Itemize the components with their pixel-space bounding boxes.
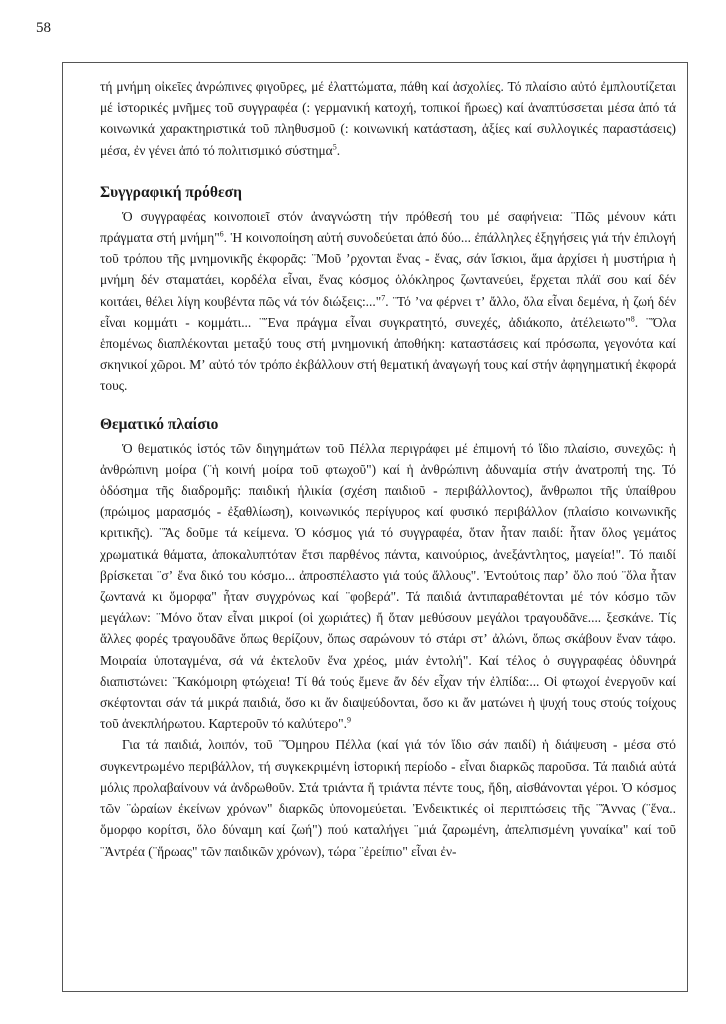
footnote-marker: 6: [219, 229, 224, 239]
footnote-marker: 7: [381, 293, 386, 303]
intro-paragraph: [100, 76, 676, 161]
section2-paragraph-1: [100, 438, 676, 735]
section-heading-authorial-intent: Συγγραφική πρόθεση: [100, 183, 242, 201]
footnote-marker: 5: [332, 142, 337, 152]
section-heading-thematic-frame: Θεματικό πλαίσιο: [100, 415, 219, 433]
footnote-marker: 8: [630, 314, 635, 324]
footnote-marker: 9: [346, 715, 351, 725]
section1-paragraph: [100, 206, 676, 397]
intro-text: τή μνήμη οἰκεῖες ἀνρώπινες φιγοῦρες, μέ ἐλαττώματα, πάθη καί ἀσχολίες. Τό πλαίσιο αὐτό ἐμπλουτίζεται μέ ἱστορικές μνῆμες τοῦ συγγραφέα (: γερμανική κατοχή, τοπικοί ἥρωες) καί ἀναπτύσσεται μέσα ἀπό τά κοινωνικά χαρακτηριστικά τοῦ πληθυσμοῦ (: κοινωνική κατάσταση, ἀξίες καί συλλογικές παραστάσεις) μέσα, ἐν γένει ἀπό τό πολιτισμικό σύστημα: [100, 79, 676, 158]
intro-end: .: [336, 142, 341, 158]
section1-text-2: . Ἡ κοινοποίηση αὐτή συνοδεύεται ἀπό δύο... ἐπάλληλες ἐξηγήσεις γιά τήν ἐπιλογή τοῦ τρόπου τῆς μνημονικῆς ἐκφορᾶς: ¨Μοῦ ʼρχονται ἕνας - ἕνας, σάν ἴσκιοι, ἅμα ἀρχίσει ἡ μυστήρια ἡ μνήμη δέν σταματάει, κορδέλα εἶναι, ἕνας κόσμος ὁλόκληρος ζωντανεύει, ἔρχεται πλάϊ σου καί δέν κοιτάει, θέλει λίγη κουβέντα πῶς νά τόν διώξεις:...": [100, 230, 676, 309]
section1-text-3: . ¨Τό ʼνα φέρνει τʼ ἄλλο, ὅλα εἶναι δεμένα, ἡ ζωή δέν εἶναι κομμάτι - κομμάτι... ¨Ἕνα πράγμα εἶναι συγκρατητό, συνεχές, ἀδιάκοπο, ἀτέλειωτο": [100, 293, 676, 330]
section2-text-1: Ὁ θεματικός ἱστός τῶν διηγημάτων τοῦ Πέλλα περιγράφει μέ ἐπιμονή τό ἴδιο πλαίσιο, συνεχῶς: ἡ ἀνθρώπινη μοίρα (¨ἡ κοινή μοίρα τοῦ φτωχοῦ") καί ἡ ἀνθρώπινη ἀδυναμία στήν ἀνατροπή της. Τό ὁδόσημα τῆς διαδρομῆς: παιδική ἡλικία (σχέση παιδιοῦ - περιβάλλοντος), ἄνθρωποι τῆς ὑπαίθρου (πρώιμος μαρασμός - ἐξαθλίωση), κοινωνικός περίγυρος καί φυσικό περιβάλλον (πλαίσιο κοινωνικῆς κριτικῆς). ¨Ἂς δοῦμε τά κείμενα. Ὁ κόσμος γιά τό συγγραφέα, ὅταν ἦταν παιδί: ἦταν ὅλος γεμάτος χρωματικά θάματα, ἀποκαλυπτόταν ἔτσι παρθένος πάντα, καινούριος, ἀνεξάντλητος, μαγεία!". Τό παιδί βρίσκεται ¨σʼ ἕνα δικό του κόσμο... ἀπροσπέλαστο γιά τούς ἄλλους". Ἐντούτοις παρʼ ὅλο πού ¨ὅλα ἦταν ζωντανά κι ὅμορφα" ἦταν συγχρόνως καί ¨φοβερά". Τά παιδιά ἀντιπαραθέτονται μέ τόν κόσμο τῶν μεγάλων: ¨Μόνο ὅταν εἶναι μικροί (οἱ χωριάτες) ἤ ὅταν μεθύσουν μεγάλοι τραγουδᾶνε.... ξεσκάνε. Τίς ἄλλες φορές τραγουδᾶνε ὅπως θερίζουν, ὅπως σαρώνουν τό στάρι στʼ ἀλώνι, ὅπως σκάβουν ἕναν τάφο. Μοιραία ὑποταγμένα, σά νά ἐκτελοῦν ἕνα χρέος, μιάν ἐντολή". Καί τέλος ὁ συγγραφέας ὀδυνηρά διαπιστώνει: ¨Κακόμοιρη φτώχεια! Τί θά τούς ἔμενε ἄν δέν εἶχαν τήν ἐλπίδα:... Οἱ φτωχοί ἐνεργοῦν καί σκέφτονται σάν τά μικρά παιδιά, ὅσο κι ἄν διαψεύδονται, ὅσο κι ἄν ματώνει ἡ ψυχή τους στούς τοίχους τοῦ ἀνεκπλήρωτου. Καρτεροῦν τό καλύτερο".: [100, 440, 676, 732]
section2-paragraph-2: Για τά παιδιά, λοιπόν, τοῦ ¨Ὅμηρου Πέλλα (καί γιά τόν ἴδιο σάν παιδί) ἡ διάψευση - μέσα στό συγκεντρωμένο περιβάλλον, τή συγκεκριμένη ἱστορική περίοδο - εἶναι διαρκῶς παροῦσα. Τά παιδιά αὐτά μόλις προλαβαίνουν νά ἀνδρωθοῦν. Στά τριάντα ἤ τριάντα πέντε τους, ἤδη, αἰσθάνονται γέροι. Ὁ κόσμος τῶν ¨ὡραίων ἐκείνων χρόνων" διαρκῶς ὑπονομεύεται. Ἐνδεικτικές οἱ περιπτώσεις τῆς ¨Ἄννας (¨ἕνα.. ὅμορφο κορίτσι, ὅλο δύναμη καί ζωή") πού καταλήγει ¨μιά ζαρωμένη, ἀπελπισμένη γυναίκα" καί τοῦ ¨Ἀντρέα (¨ἥρωας" τῶν παιδικῶν χρόνων), τώρα ¨ἐρείπιο" εἶναι ἐν-: [100, 737, 676, 859]
page-number: 58: [36, 20, 51, 36]
section1-text-1: Ὁ συγγραφέας κοινοποιεῖ στόν ἀναγνώστη τήν πρόθεσή του μέ σαφήνεια: ¨Πῶς μένουν κάτι πράγματα στή μνήμη": [100, 208, 676, 246]
section1-text-4: . ¨Ὅλα ἑπομένως διαπλέκονται μεταξύ τους στή μνημονική ἀποθήκη: καταστάσεις καί πρόσωπα, γεγονότα καί σκηνικοί χῶροι. Μʼ αὐτό τόν τρόπο ἐκβάλλουν στή θεματική ἀναγωγή τους καί στήν ἀφηγηματική ἐκφορά τους.: [100, 314, 676, 394]
page-content: [100, 76, 676, 862]
